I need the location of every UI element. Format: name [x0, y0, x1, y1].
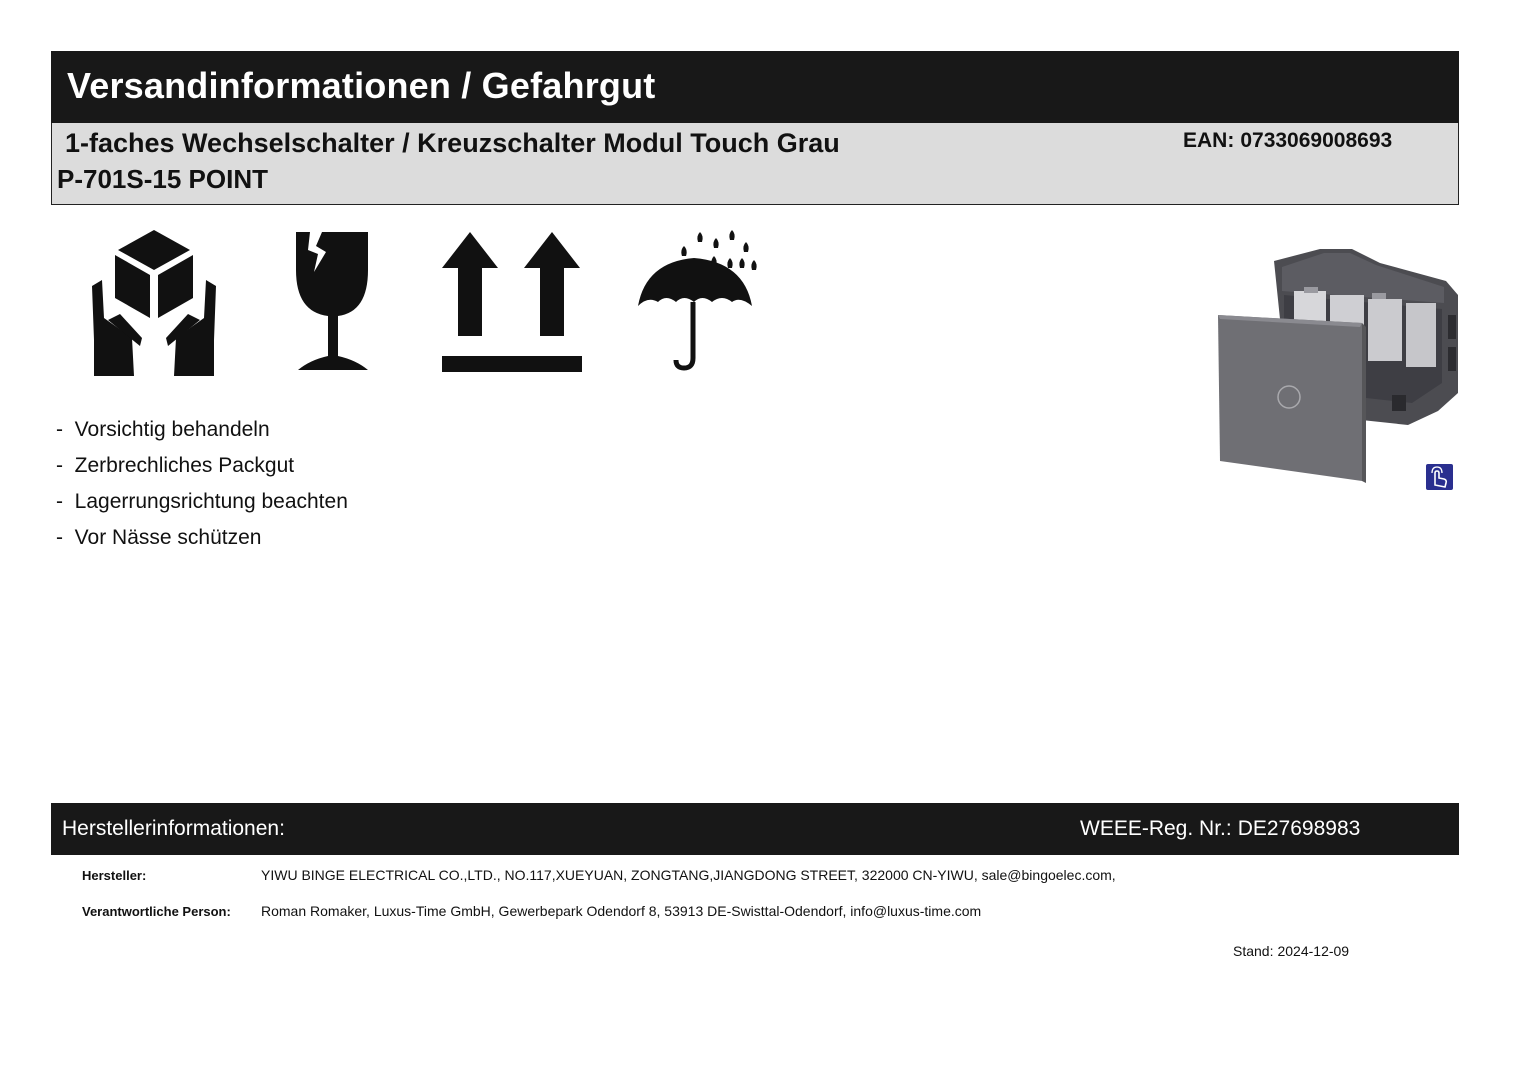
list-item: - Zerbrechliches Packgut — [56, 448, 348, 484]
weee-registration — [1080, 817, 1360, 841]
stand-label: Stand: — [1233, 943, 1274, 959]
product-code: P-701S-15 POINT — [57, 164, 268, 194]
list-item: - Vor Nässe schützen — [56, 520, 348, 556]
responsible-person-label: Verantwortliche Person: — [82, 904, 231, 919]
stand-value: 2024-12-09 — [1277, 943, 1350, 959]
weee-number: DE27698983 — [1237, 817, 1361, 840]
hands-box-icon — [90, 228, 218, 378]
ean-label: EAN: — [1183, 129, 1235, 152]
weee-label: WEEE-Reg. Nr.: — [1080, 817, 1232, 840]
fragile-glass-icon — [292, 230, 374, 375]
this-way-up-icon — [440, 232, 585, 374]
keep-dry-umbrella-icon — [636, 230, 758, 372]
list-item: - Vorsichtig behandeln — [56, 412, 348, 448]
handling-instructions — [56, 412, 348, 556]
product-subheader — [51, 123, 1459, 205]
list-item: - Lagerrungsrichtung beachten — [56, 484, 348, 520]
hersteller-label: Hersteller: — [82, 868, 147, 883]
stand-date — [1233, 943, 1349, 959]
responsible-person-value: Roman Romaker, Luxus-Time GmbH, Gewerbepark Odendorf 8, 53913 DE-Swisttal-Odendorf, info@luxus-time.com — [261, 903, 982, 919]
product-photo — [1212, 243, 1460, 493]
manufacturer-bar — [51, 803, 1459, 855]
product-name: 1-faches Wechselschalter / Kreuzschalter Modul Touch Grau — [65, 128, 840, 158]
hersteller-value: YIWU BINGE ELECTRICAL CO.,LTD., NO.117,XUEYUAN, ZONGTANG,JIANGDONG STREET, 322000 CN-YIWU, sale@bingoelec.com, — [261, 867, 1116, 883]
ean-value: 0733069008693 — [1240, 129, 1393, 152]
header-bar — [51, 51, 1459, 123]
manufacturer-section-title: Herstellerinformationen: — [62, 817, 285, 840]
page-title: Versandinformationen / Gefahrgut — [67, 65, 656, 106]
ean-field — [1183, 129, 1392, 153]
